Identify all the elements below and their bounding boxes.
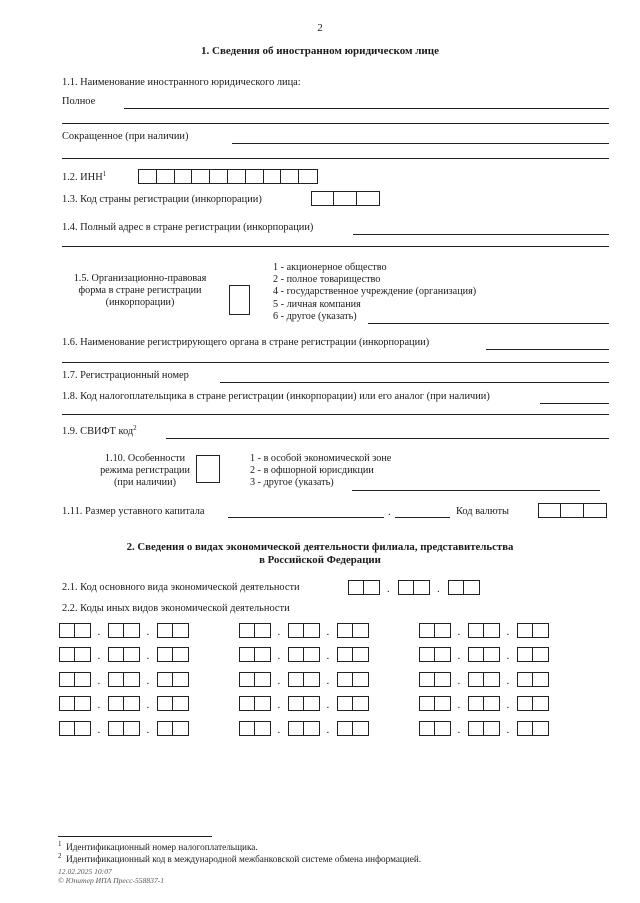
code-cell[interactable] [338,673,353,686]
code-separator: . [277,650,281,662]
code-segment[interactable] [157,696,189,711]
label-1-9: 1.9. СВИФТ код$^2$ [62,424,137,437]
code-segment[interactable] [517,721,549,736]
print-stamp: 12.02.2025 10:07 © Юпитер ИПА Пресс-558837-1 [58,867,165,885]
code-segment[interactable] [419,623,451,638]
code-cell[interactable] [420,722,435,735]
code-cell[interactable] [75,648,90,661]
input-cell[interactable] [157,170,175,183]
code-cell[interactable] [255,673,270,686]
code-segment[interactable] [288,696,320,711]
input-cell[interactable] [357,192,379,205]
code-cell[interactable] [173,722,188,735]
footnote-ref-1: 1 [102,170,107,178]
code-segment[interactable] [419,721,451,736]
code-cell[interactable] [484,722,499,735]
legal-form-option: 6 - другое (указать) [273,310,357,322]
code-cell[interactable] [304,722,319,735]
country-code-cells[interactable] [311,191,380,206]
code-cell[interactable] [173,648,188,661]
code-separator: . [277,626,281,638]
code-segment[interactable] [59,623,91,638]
code-segment[interactable] [157,647,189,662]
code-cell[interactable] [435,697,450,710]
code-cell[interactable] [304,697,319,710]
input-cell[interactable] [281,170,299,183]
code-cell[interactable] [435,648,450,661]
code-cell[interactable] [469,697,484,710]
code-segment[interactable] [108,721,140,736]
code-cell[interactable] [469,648,484,661]
code-cell[interactable] [364,581,379,594]
code-separator: . [277,675,281,687]
code-separator: . [326,626,330,638]
code-segment[interactable] [239,647,271,662]
registration-regime-options [250,453,391,490]
code-segment[interactable] [157,721,189,736]
label-full-name: Полное [62,96,96,107]
code-cell[interactable] [353,648,368,661]
code-cell[interactable] [484,624,499,637]
code-separator: . [506,699,510,711]
full-name-field-line-2[interactable] [62,123,609,124]
code-cell[interactable] [420,624,435,637]
code-segment[interactable] [468,623,500,638]
code-separator: . [146,724,150,736]
code-cell[interactable] [484,648,499,661]
code-separator: . [146,650,150,662]
input-cell[interactable] [228,170,246,183]
label-currency-code: Код валюты [456,506,509,517]
code-cell[interactable] [289,722,304,735]
label-2-2: 2.2. Коды иных видов экономической деятельности [62,603,290,614]
short-name-field-line-2[interactable] [62,158,609,159]
footnote-separator [58,836,212,837]
input-cell[interactable] [210,170,228,183]
code-cell[interactable] [304,673,319,686]
code-cell[interactable] [75,673,90,686]
label-1-10: 1.10. Особенности режима регистрации (при наличии) [100,453,190,489]
code-cell[interactable] [109,648,124,661]
code-separator: . [97,626,101,638]
code-cell[interactable] [449,581,464,594]
registration-authority-field[interactable] [486,349,609,350]
code-cell[interactable] [255,624,270,637]
code-segment[interactable] [348,580,380,595]
label-1-5: 1.5. Организационно-правовая форма в стране регистрации (инкорпорации) [73,273,207,309]
code-cell[interactable] [240,648,255,661]
code-segment[interactable] [337,623,369,638]
footnote-2: $^2$ Идентификационный код в международной межбанковской системе обмена информацией. [58,852,422,864]
code-cell[interactable] [109,722,124,735]
legal-form-options [273,262,476,323]
address-field[interactable] [353,234,609,235]
code-segment[interactable] [59,721,91,736]
code-separator: . [97,650,101,662]
code-cell[interactable] [255,722,270,735]
code-cell[interactable] [353,673,368,686]
section-1-title: 1. Сведения об иностранном юридическом лице [201,45,439,57]
code-separator: . [97,675,101,687]
code-cell[interactable] [420,648,435,661]
code-cell[interactable] [60,697,75,710]
swift-code-field[interactable] [166,438,609,439]
input-cell[interactable] [175,170,193,183]
code-segment[interactable] [59,647,91,662]
code-separator: . [277,699,281,711]
code-separator: . [506,626,510,638]
code-cell[interactable] [158,648,173,661]
capital-integer-field[interactable] [228,517,384,518]
code-cell[interactable] [75,722,90,735]
label-1-1: 1.1. Наименование иностранного юридического лица: [62,77,301,88]
footnote-1: $^1$ Идентификационный номер налогоплательщика. [58,840,258,852]
code-cell[interactable] [464,581,479,594]
label-1-7: 1.7. Регистрационный номер [62,370,189,381]
code-separator: . [506,724,510,736]
code-cell[interactable] [240,697,255,710]
code-cell[interactable] [533,624,548,637]
capital-fraction-field[interactable] [395,517,450,518]
section-2-title: 2. Сведения о видах экономической деятельности филиала, представительства в Российской Федерации [126,541,514,566]
code-separator: . [457,675,461,687]
code-cell[interactable] [518,673,533,686]
code-segment[interactable] [517,623,549,638]
code-separator: . [326,724,330,736]
code-cell[interactable] [518,722,533,735]
code-segment[interactable] [448,580,480,595]
code-cell[interactable] [533,648,548,661]
code-separator: . [326,675,330,687]
input-cell[interactable] [299,170,317,183]
code-cell[interactable] [124,697,139,710]
code-cell[interactable] [60,624,75,637]
code-separator: . [146,699,150,711]
code-cell[interactable] [158,673,173,686]
label-2-1: 2.1. Код основного вида экономической деятельности [62,582,300,593]
code-segment[interactable] [337,672,369,687]
code-segment[interactable] [239,623,271,638]
code-cell[interactable] [518,697,533,710]
code-cell[interactable] [109,673,124,686]
code-segment[interactable] [337,696,369,711]
code-cell[interactable] [338,648,353,661]
legal-form-option: 4 - государственное учреждение (организация) [273,286,477,298]
code-cell[interactable] [109,697,124,710]
code-segment[interactable] [288,647,320,662]
code-cell[interactable] [435,624,450,637]
address-field-line-2[interactable] [62,246,609,247]
input-cell[interactable] [192,170,210,183]
code-cell[interactable] [469,722,484,735]
code-segment[interactable] [108,696,140,711]
code-segment[interactable] [517,696,549,711]
code-segment[interactable] [419,672,451,687]
code-cell[interactable] [353,697,368,710]
code-cell[interactable] [289,624,304,637]
code-segment[interactable] [337,721,369,736]
code-cell[interactable] [289,648,304,661]
code-cell[interactable] [338,722,353,735]
code-segment[interactable] [108,672,140,687]
code-separator: . [277,724,281,736]
input-cell[interactable] [334,192,356,205]
code-cell[interactable] [109,624,124,637]
code-cell[interactable] [60,648,75,661]
code-segment[interactable] [288,721,320,736]
input-cell[interactable] [246,170,264,183]
code-cell[interactable] [289,697,304,710]
code-cell[interactable] [533,722,548,735]
code-segment[interactable] [468,696,500,711]
code-cell[interactable] [240,624,255,637]
label-1-2: 1.2. ИНН$^1$ [62,170,107,183]
legal-form-option: 5 - личная компания [273,298,361,310]
code-cell[interactable] [173,624,188,637]
code-cell[interactable] [518,624,533,637]
code-cell[interactable] [469,624,484,637]
code-segment[interactable] [59,696,91,711]
code-cell[interactable] [533,673,548,686]
full-name-field[interactable] [124,108,609,109]
code-cell[interactable] [338,697,353,710]
code-segment[interactable] [239,672,271,687]
code-segment[interactable] [108,623,140,638]
regime-option: 3 - другое (указать) [250,477,334,489]
label-1-4: 1.4. Полный адрес в стране регистрации (инкорпорации) [62,222,314,233]
code-segment[interactable] [239,696,271,711]
input-cell[interactable] [584,504,606,517]
code-segment[interactable] [468,647,500,662]
code-cell[interactable] [255,697,270,710]
input-cell[interactable] [561,504,583,517]
code-separator: . [97,699,101,711]
code-separator: . [437,583,440,595]
code-cell[interactable] [484,673,499,686]
legal-form-code-box[interactable] [229,285,250,315]
code-cell[interactable] [158,624,173,637]
registration-authority-field-line-2[interactable] [62,362,609,363]
code-cell[interactable] [533,697,548,710]
short-name-field[interactable] [232,143,609,144]
code-cell[interactable] [338,624,353,637]
label-1-8: 1.8. Код налогоплательщика в стране регистрации (инкорпорации) или его аналог (при наличии) [62,391,490,402]
capital-decimal-separator: . [388,506,391,518]
code-cell[interactable] [124,624,139,637]
input-cell[interactable] [539,504,561,517]
code-segment[interactable] [108,647,140,662]
code-cell[interactable] [414,581,429,594]
code-separator: . [457,650,461,662]
code-cell[interactable] [60,722,75,735]
code-separator: . [97,724,101,736]
code-cell[interactable] [255,648,270,661]
label-1-6: 1.6. Наименование регистрирующего органа в стране регистрации (инкорпорации) [62,337,430,348]
label-1-11: 1.11. Размер уставного капитала [62,506,205,517]
code-separator: . [457,699,461,711]
code-cell[interactable] [353,722,368,735]
footnote-ref-2: 2 [133,424,137,432]
code-separator: . [457,626,461,638]
code-cell[interactable] [469,673,484,686]
regime-option: 2 - в офшорной юрисдикции [250,465,374,477]
code-cell[interactable] [60,673,75,686]
code-segment[interactable] [468,672,500,687]
code-segment[interactable] [517,672,549,687]
registration-number-field[interactable] [220,382,609,383]
code-separator: . [146,626,150,638]
code-separator: . [146,675,150,687]
label-1-3: 1.3. Код страны регистрации (инкорпорации) [62,194,262,205]
code-cell[interactable] [353,624,368,637]
code-separator: . [457,724,461,736]
code-segment[interactable] [288,672,320,687]
code-cell[interactable] [420,673,435,686]
code-separator: . [506,675,510,687]
code-cell[interactable] [399,581,414,594]
code-cell[interactable] [158,697,173,710]
code-cell[interactable] [435,722,450,735]
code-cell[interactable] [173,697,188,710]
code-separator: . [387,583,390,595]
input-cell[interactable] [264,170,282,183]
code-cell[interactable] [124,673,139,686]
inn-cells[interactable] [138,169,318,184]
registration-regime-code-box[interactable] [196,455,220,483]
taxpayer-code-field[interactable] [540,403,609,404]
code-segment[interactable] [239,721,271,736]
code-segment[interactable] [419,647,451,662]
code-cell[interactable] [518,648,533,661]
code-cell[interactable] [75,697,90,710]
code-cell[interactable] [240,722,255,735]
code-cell[interactable] [158,722,173,735]
code-cell[interactable] [240,673,255,686]
code-segment[interactable] [337,647,369,662]
page-number: 2 [317,22,323,34]
code-cell[interactable] [349,581,364,594]
regime-option: 1 - в особой экономической зоне [250,453,392,464]
code-segment[interactable] [157,672,189,687]
code-cell[interactable] [304,624,319,637]
code-segment[interactable] [398,580,430,595]
label-short-name: Сокращенное (при наличии) [62,131,189,142]
code-segment[interactable] [157,623,189,638]
code-separator: . [326,650,330,662]
code-segment[interactable] [59,672,91,687]
currency-code-cells[interactable] [538,503,607,518]
code-cell[interactable] [124,722,139,735]
taxpayer-code-field-line-2[interactable] [62,414,609,415]
legal-form-option: 1 - акционерное общество [273,262,387,273]
code-segment[interactable] [288,623,320,638]
code-cell[interactable] [420,697,435,710]
legal-form-option: 2 - полное товарищество [273,274,381,286]
code-segment[interactable] [468,721,500,736]
code-cell[interactable] [435,673,450,686]
code-segment[interactable] [419,696,451,711]
code-cell[interactable] [75,624,90,637]
code-cell[interactable] [173,673,188,686]
regime-other-field[interactable] [352,490,600,491]
legal-form-other-field[interactable] [368,323,609,324]
code-separator: . [506,650,510,662]
code-cell[interactable] [484,697,499,710]
code-cell[interactable] [124,648,139,661]
input-cell[interactable] [139,170,157,183]
code-cell[interactable] [304,648,319,661]
code-cell[interactable] [289,673,304,686]
code-separator: . [326,699,330,711]
input-cell[interactable] [312,192,334,205]
code-segment[interactable] [517,647,549,662]
